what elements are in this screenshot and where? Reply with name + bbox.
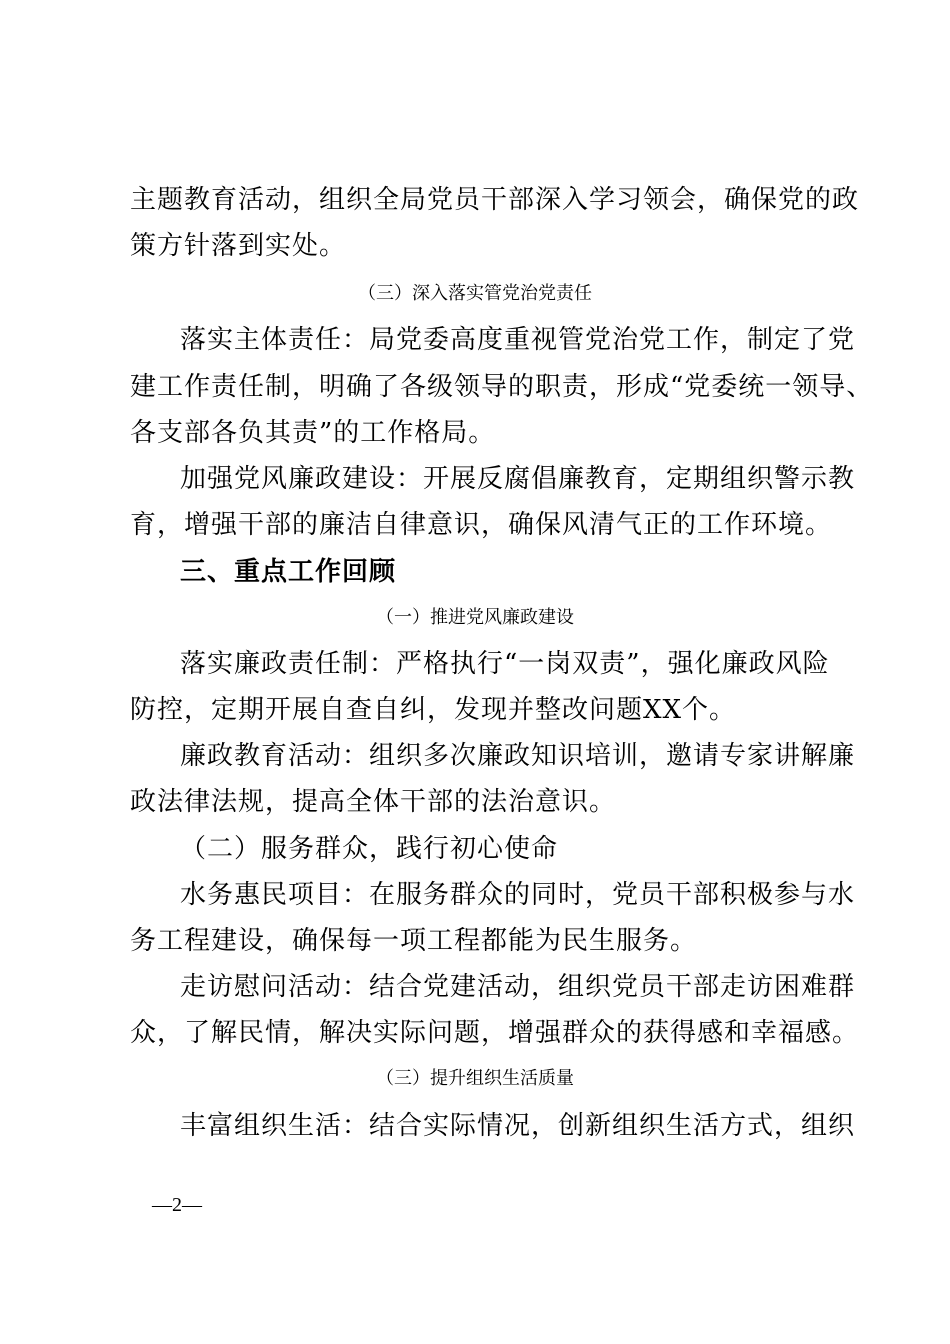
paragraph-line: 主题教育活动，组织全局党员干部深入学习领会，确保党的政	[130, 185, 860, 215]
paragraph-line: 众，了解民情，解决实际问题，增强群众的获得感和幸福感。	[130, 1018, 860, 1048]
chapter-heading: 三、重点工作回顾	[180, 557, 397, 587]
section-heading: （三）提升组织生活质量	[376, 1068, 574, 1089]
paragraph-line: 走访慰问活动：结合党建活动，组织党员干部走访困难群	[180, 972, 856, 1002]
paragraph-line: 育，增强干部的廉洁自律意识，确保风清气正的工作环境。	[130, 510, 833, 540]
section-heading: （二）服务群众，践行初心使命	[180, 834, 559, 864]
page-number: —2—	[152, 1194, 202, 1216]
paragraph-line: 务工程建设，确保每一项工程都能为民生服务。	[130, 926, 698, 956]
paragraph-line: 落实主体责任：局党委高度重视管党治党工作，制定了党	[180, 325, 856, 355]
paragraph-line: 政法律法规，提高全体干部的法治意识。	[130, 787, 617, 817]
paragraph-line: 防控，定期开展自查自纠，发现并整改问题XX个。	[130, 695, 737, 725]
paragraph-line: 水务惠民项目：在服务群众的同时，党员干部积极参与水	[180, 880, 856, 910]
section-heading: （三）深入落实管党治党责任	[358, 283, 592, 304]
paragraph-line: 加强党风廉政建设：开展反腐倡廉教育，定期组织警示教	[180, 464, 856, 494]
section-heading: （一）推进党风廉政建设	[376, 607, 574, 628]
paragraph-line: 落实廉政责任制：严格执行“一岗双责”，强化廉政风险	[180, 649, 830, 679]
paragraph-line: 策方针落到实处。	[130, 231, 347, 261]
paragraph-line: 建工作责任制，明确了各级领导的职责，形成“党委统一领导、	[130, 372, 874, 402]
paragraph-line: 廉政教育活动：组织多次廉政知识培训，邀请专家讲解廉	[180, 741, 856, 771]
paragraph-line: 丰富组织生活：结合实际情况，创新组织生活方式，组织	[180, 1111, 856, 1141]
paragraph-line: 各支部各负其责”的工作格局。	[130, 418, 496, 448]
